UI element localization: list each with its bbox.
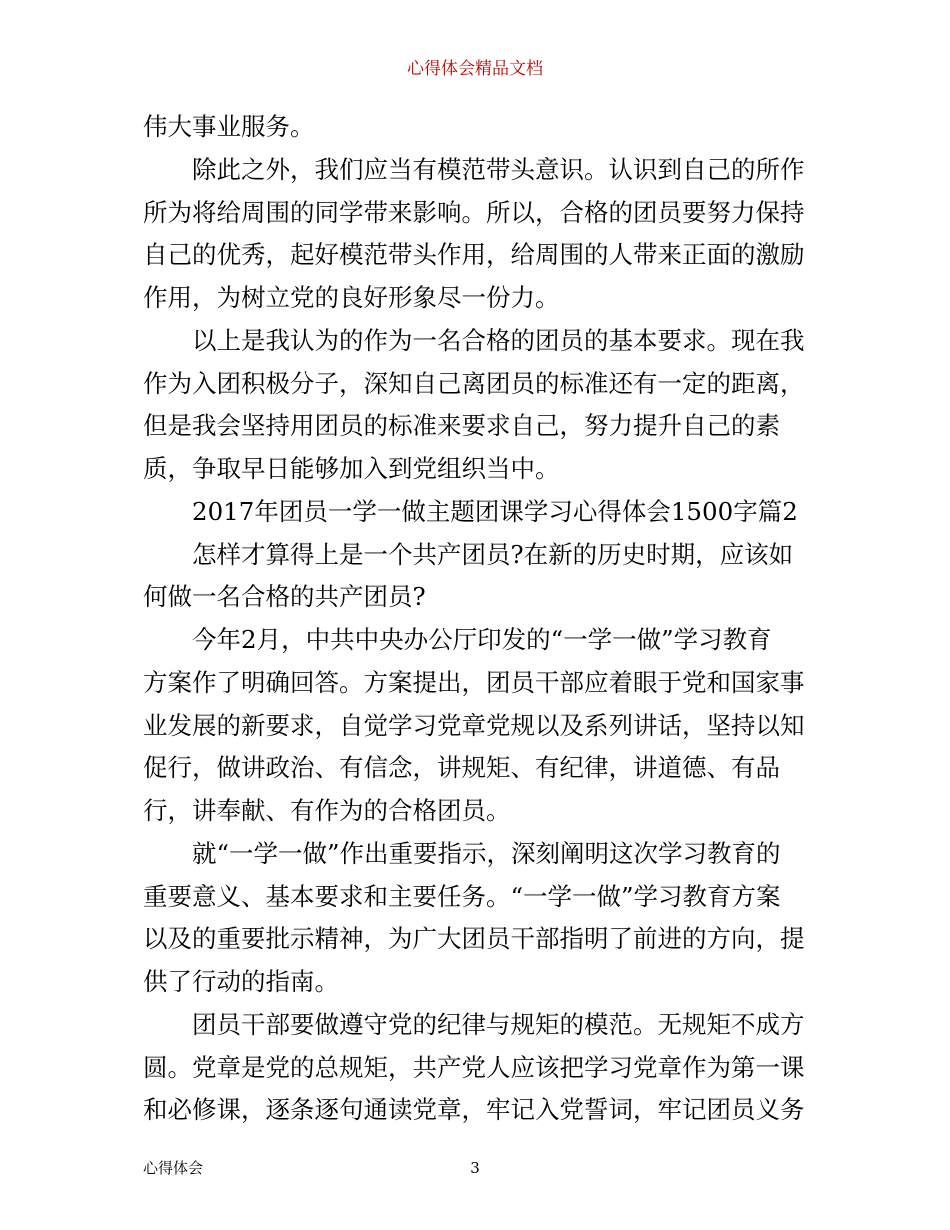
- text-line: 就“一学一做”作出重要指示，深刻阐明这次学习教育的: [192, 838, 781, 868]
- text-line: 质，争取早日能够加入到党组织当中。: [143, 454, 560, 483]
- text-line: 怎样才算得上是一个共产团员?在新的历史时期，应该如: [192, 539, 794, 569]
- text-line: 供了行动的指南。: [143, 967, 339, 996]
- text-line: 业发展的新要求，自觉学习党章党规以及系列讲话，坚持以知: [143, 710, 805, 740]
- document-body: [143, 106, 809, 1132]
- page-number: 3: [470, 1159, 480, 1177]
- text-line: 自己的优秀，起好模范带头作用，给周围的人带来正面的激励: [143, 240, 805, 270]
- text-line: 圆。党章是党的总规矩，共产党人应该把学习党章作为第一课: [143, 1052, 805, 1082]
- footer-label: 心得体会: [143, 1159, 204, 1177]
- text-line: 重要意义、基本要求和主要任务。“一学一做”学习教育方案: [143, 881, 781, 911]
- text-line: 何做一名合格的共产团员?: [143, 582, 426, 612]
- text-line: 作为入团积极分子，深知自己离团员的标准还有一定的距离，: [143, 368, 805, 398]
- text-line: 2017年团员一学一做主题团课学习心得体会1500字篇2: [192, 496, 798, 526]
- text-line: 促行，做讲政治、有信念，讲规矩、有纪律，讲道德、有品: [143, 753, 780, 783]
- text-line: 行，讲奉献、有作为的合格团员。: [143, 796, 511, 825]
- text-line: 所为将给周围的同学带来影响。所以，合格的团员要努力保持: [143, 197, 805, 227]
- text-line: 伟大事业服务。: [143, 112, 315, 141]
- text-line: 团员干部要做遵守党的纪律与规矩的模范。无规矩不成方: [192, 1009, 805, 1039]
- text-line: 除此之外，我们应当有模范带头意识。认识到自己的所作: [192, 154, 805, 184]
- text-line: 以上是我认为的作为一名合格的团员的基本要求。现在我: [192, 325, 805, 355]
- text-line: 以及的重要批示精神，为广大团员干部指明了前进的方向，提: [143, 924, 805, 954]
- text-line: 但是我会坚持用团员的标准来要求自己，努力提升自己的素: [143, 411, 780, 441]
- text-line: 作用，为树立党的良好形象尽一份力。: [143, 283, 560, 312]
- text-line: 和必修课，逐条逐句通读党章，牢记入党誓词，牢记团员义务: [143, 1095, 805, 1125]
- text-line: 方案作了明确回答。方案提出，团员干部应着眼于党和国家事: [143, 667, 805, 697]
- page-header-title: 心得体会精品文档: [407, 59, 543, 79]
- text-line: 今年2月，中共中央办公厅印发的“一学一做”学习教育: [192, 625, 772, 654]
